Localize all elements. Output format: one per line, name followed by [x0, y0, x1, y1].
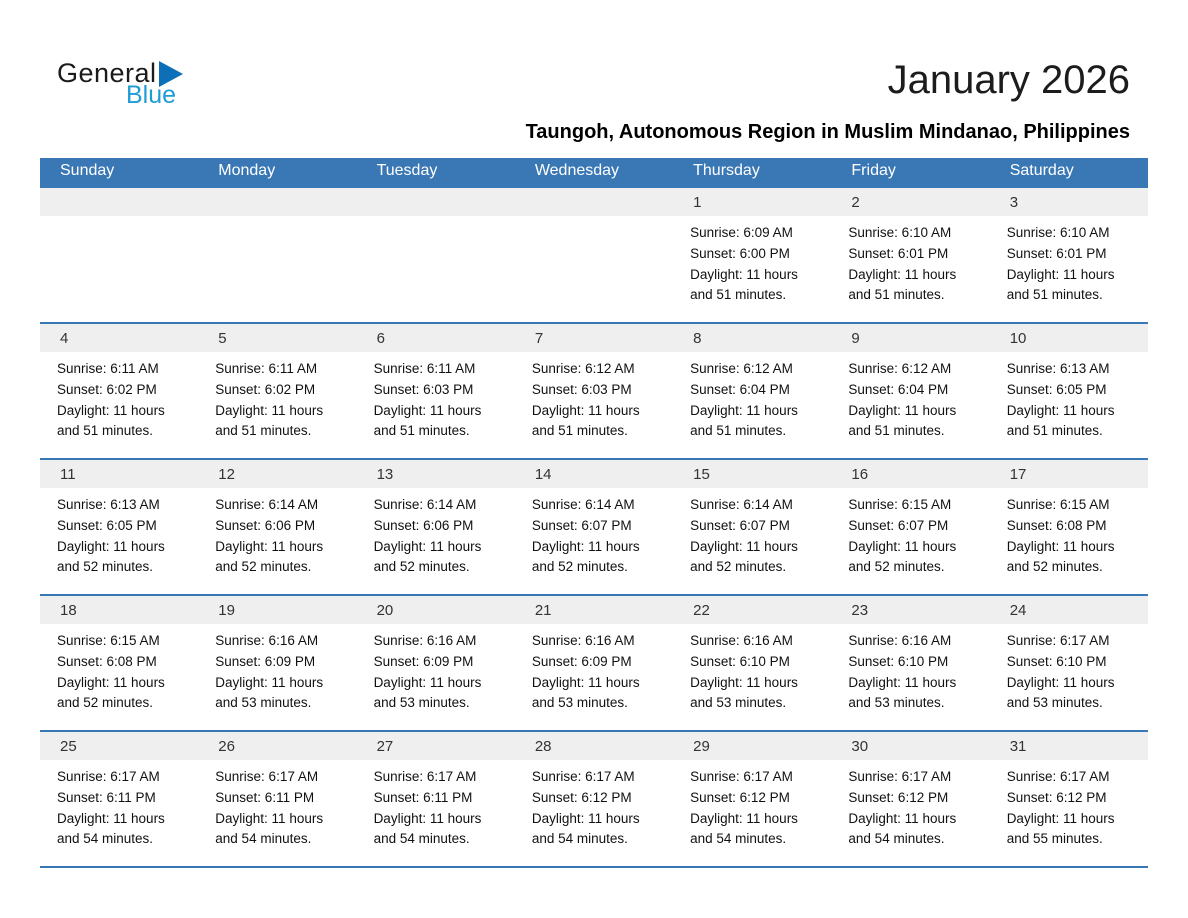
daylight-text: Daylight: 11 hours: [848, 810, 957, 826]
week-row: [40, 323, 1148, 459]
sunset-text: Sunset: 6:12 PM: [690, 789, 790, 805]
day-cell: [990, 459, 1148, 595]
sunset-text: Sunset: 6:00 PM: [690, 245, 790, 261]
sunset-text: Sunset: 6:08 PM: [1006, 517, 1107, 533]
sunset-text: Sunset: 6:03 PM: [531, 381, 632, 397]
day-cell: [990, 595, 1148, 731]
day-number: [198, 188, 356, 216]
sunset-text: Sunset: 6:08 PM: [57, 653, 157, 669]
day-details: [40, 760, 198, 850]
daylight-text: and 52 minutes.: [57, 559, 154, 575]
sunrise-text: Sunrise: 6:16 AM: [690, 633, 793, 648]
daylight-text: and 51 minutes.: [690, 287, 787, 303]
sunrise-text: Sunrise: 6:13 AM: [57, 497, 160, 512]
daylight-text: Daylight: 11 hours: [57, 402, 165, 418]
daylight-text: Daylight: 11 hours: [373, 538, 482, 554]
day-details: [357, 760, 515, 850]
sunrise-text: Sunrise: 6:11 AM: [215, 361, 318, 376]
day-cell: [831, 459, 989, 595]
daylight-text: and 51 minutes.: [848, 287, 945, 303]
day-number: [515, 188, 673, 216]
day-details: [198, 760, 356, 850]
sunset-text: Sunset: 6:11 PM: [215, 789, 315, 805]
sunset-text: Sunset: 6:06 PM: [373, 517, 474, 533]
day-details: [198, 352, 356, 442]
day-cell: [990, 323, 1148, 459]
sunrise-text: Sunrise: 6:12 AM: [690, 361, 793, 376]
daylight-text: Daylight: 11 hours: [690, 674, 798, 690]
day-details: [831, 760, 989, 850]
daylight-text: Daylight: 11 hours: [1006, 538, 1115, 554]
day-details: [515, 624, 673, 714]
day-cell-empty: [357, 187, 515, 323]
daylight-text: and 52 minutes.: [1006, 559, 1103, 575]
daylight-text: Daylight: 11 hours: [848, 266, 957, 282]
daylight-text: Daylight: 11 hours: [373, 402, 482, 418]
day-cell: [990, 187, 1148, 323]
day-details: [673, 352, 831, 442]
day-cell: [40, 459, 198, 595]
day-cell: [515, 323, 673, 459]
daylight-text: Daylight: 11 hours: [57, 674, 165, 690]
sunset-text: Sunset: 6:11 PM: [373, 789, 473, 805]
day-details: [40, 216, 198, 223]
day-number: 1: [673, 188, 831, 216]
sunset-text: Sunset: 6:11 PM: [57, 789, 156, 805]
daylight-text: and 55 minutes.: [1006, 831, 1103, 847]
day-details: [357, 624, 515, 714]
sunrise-text: Sunrise: 6:17 AM: [690, 769, 793, 784]
day-number: 18: [40, 596, 198, 624]
day-details: [831, 216, 989, 306]
sunset-text: Sunset: 6:07 PM: [690, 517, 790, 533]
day-cell: [198, 323, 356, 459]
day-number: 9: [831, 324, 989, 352]
daylight-text: and 52 minutes.: [373, 559, 470, 575]
day-number: 8: [673, 324, 831, 352]
sunset-text: Sunset: 6:06 PM: [215, 517, 316, 533]
sunset-text: Sunset: 6:01 PM: [848, 245, 949, 261]
day-number: 5: [198, 324, 356, 352]
day-details: [990, 624, 1148, 714]
weekday-header-tuesday: Tuesday: [357, 158, 515, 187]
daylight-text: Daylight: 11 hours: [1006, 810, 1115, 826]
day-number: 3: [990, 188, 1148, 216]
day-cell: [40, 595, 198, 731]
day-number: 6: [357, 324, 515, 352]
day-details: [198, 624, 356, 714]
day-cell: [198, 459, 356, 595]
month-title: January 2026: [887, 58, 1130, 102]
week-row: [40, 731, 1148, 867]
calendar-header: [40, 158, 1148, 187]
day-number: 28: [515, 732, 673, 760]
daylight-text: and 51 minutes.: [690, 423, 787, 439]
day-number: 11: [40, 460, 198, 488]
daylight-text: and 51 minutes.: [373, 423, 470, 439]
day-number: [357, 188, 515, 216]
daylight-text: and 53 minutes.: [690, 695, 787, 711]
day-cell: [40, 731, 198, 867]
day-number: 20: [357, 596, 515, 624]
daylight-text: Daylight: 11 hours: [690, 810, 798, 826]
day-cell: [198, 731, 356, 867]
daylight-text: and 51 minutes.: [57, 423, 154, 439]
weekday-header-row: [40, 158, 1148, 187]
day-cell: [990, 731, 1148, 867]
daylight-text: Daylight: 11 hours: [531, 810, 640, 826]
general-blue-logo: [57, 60, 183, 108]
weekday-header-sunday: Sunday: [40, 158, 198, 187]
sunrise-text: Sunrise: 6:16 AM: [848, 633, 952, 648]
daylight-text: and 52 minutes.: [531, 559, 628, 575]
sunset-text: Sunset: 6:10 PM: [690, 653, 790, 669]
day-details: [831, 624, 989, 714]
sunset-text: Sunset: 6:09 PM: [373, 653, 474, 669]
day-cell: [357, 323, 515, 459]
sunrise-text: Sunrise: 6:17 AM: [1006, 769, 1110, 784]
day-cell: [515, 459, 673, 595]
day-details: [198, 488, 356, 578]
sunrise-text: Sunrise: 6:14 AM: [215, 497, 319, 512]
week-row: [40, 459, 1148, 595]
day-details: [40, 488, 198, 578]
day-cell: [198, 595, 356, 731]
day-details: [40, 624, 198, 714]
daylight-text: and 52 minutes.: [690, 559, 787, 575]
sunrise-text: Sunrise: 6:17 AM: [373, 769, 477, 784]
sunset-text: Sunset: 6:10 PM: [1006, 653, 1107, 669]
day-cell: [357, 731, 515, 867]
day-number: 4: [40, 324, 198, 352]
daylight-text: and 52 minutes.: [57, 695, 154, 711]
calendar-body: [40, 187, 1148, 867]
day-details: [990, 352, 1148, 442]
daylight-text: Daylight: 11 hours: [215, 674, 324, 690]
weekday-header-saturday: Saturday: [990, 158, 1148, 187]
daylight-text: and 51 minutes.: [215, 423, 312, 439]
sunrise-text: Sunrise: 6:12 AM: [848, 361, 952, 376]
day-details: [990, 488, 1148, 578]
daylight-text: Daylight: 11 hours: [531, 402, 640, 418]
day-details: [673, 624, 831, 714]
day-number: [40, 188, 198, 216]
sunrise-text: Sunrise: 6:16 AM: [215, 633, 319, 648]
day-number: 24: [990, 596, 1148, 624]
day-number: 13: [357, 460, 515, 488]
daylight-text: and 54 minutes.: [373, 831, 470, 847]
day-details: [990, 216, 1148, 306]
day-cell: [673, 187, 831, 323]
daylight-text: Daylight: 11 hours: [57, 810, 165, 826]
day-details: [990, 760, 1148, 850]
sunset-text: Sunset: 6:12 PM: [1006, 789, 1107, 805]
day-number: 7: [515, 324, 673, 352]
daylight-text: Daylight: 11 hours: [848, 402, 957, 418]
day-details: [515, 216, 673, 223]
day-details: [831, 488, 989, 578]
sunrise-text: Sunrise: 6:15 AM: [1006, 497, 1110, 512]
daylight-text: Daylight: 11 hours: [848, 538, 957, 554]
sunrise-text: Sunrise: 6:14 AM: [690, 497, 793, 512]
sunrise-text: Sunrise: 6:15 AM: [848, 497, 952, 512]
sunrise-text: Sunrise: 6:16 AM: [373, 633, 477, 648]
day-cell: [673, 323, 831, 459]
daylight-text: and 53 minutes.: [531, 695, 628, 711]
daylight-text: and 52 minutes.: [848, 559, 945, 575]
day-details: [515, 760, 673, 850]
day-number: 2: [831, 188, 989, 216]
daylight-text: and 54 minutes.: [531, 831, 628, 847]
day-details: [357, 216, 515, 223]
sunrise-text: Sunrise: 6:11 AM: [57, 361, 159, 376]
day-cell: [673, 731, 831, 867]
sunset-text: Sunset: 6:04 PM: [690, 381, 790, 397]
day-cell: [831, 323, 989, 459]
daylight-text: Daylight: 11 hours: [215, 810, 324, 826]
daylight-text: and 51 minutes.: [848, 423, 945, 439]
day-cell-empty: [515, 187, 673, 323]
sunset-text: Sunset: 6:09 PM: [215, 653, 316, 669]
daylight-text: Daylight: 11 hours: [215, 538, 324, 554]
sunrise-text: Sunrise: 6:16 AM: [531, 633, 635, 648]
sunset-text: Sunset: 6:04 PM: [848, 381, 949, 397]
day-details: [357, 488, 515, 578]
day-number: 22: [673, 596, 831, 624]
location-title: Taungoh, Autonomous Region in Muslim Mindanao, Philippines: [525, 121, 1130, 143]
daylight-text: Daylight: 11 hours: [690, 538, 798, 554]
calendar-table: [40, 158, 1148, 868]
sunrise-text: Sunrise: 6:11 AM: [373, 361, 476, 376]
day-details: [198, 216, 356, 223]
day-details: [515, 352, 673, 442]
day-details: [831, 352, 989, 442]
day-cell: [515, 595, 673, 731]
daylight-text: Daylight: 11 hours: [373, 810, 482, 826]
daylight-text: and 53 minutes.: [215, 695, 312, 711]
day-details: [673, 216, 831, 306]
sunrise-text: Sunrise: 6:13 AM: [1006, 361, 1110, 376]
sunset-text: Sunset: 6:02 PM: [57, 381, 157, 397]
daylight-text: and 53 minutes.: [848, 695, 945, 711]
sunset-text: Sunset: 6:05 PM: [57, 517, 157, 533]
day-number: 21: [515, 596, 673, 624]
day-cell: [515, 731, 673, 867]
sunrise-text: Sunrise: 6:14 AM: [373, 497, 477, 512]
day-number: 30: [831, 732, 989, 760]
sunrise-text: Sunrise: 6:14 AM: [531, 497, 635, 512]
sunset-text: Sunset: 6:07 PM: [848, 517, 949, 533]
daylight-text: Daylight: 11 hours: [1006, 266, 1115, 282]
sunset-text: Sunset: 6:02 PM: [215, 381, 316, 397]
sunset-text: Sunset: 6:03 PM: [373, 381, 474, 397]
day-cell: [831, 595, 989, 731]
daylight-text: and 53 minutes.: [1006, 695, 1103, 711]
daylight-text: Daylight: 11 hours: [215, 402, 324, 418]
sunset-text: Sunset: 6:12 PM: [531, 789, 632, 805]
sunrise-text: Sunrise: 6:17 AM: [531, 769, 635, 784]
daylight-text: and 54 minutes.: [57, 831, 154, 847]
week-row: [40, 187, 1148, 323]
day-details: [515, 488, 673, 578]
sunrise-text: Sunrise: 6:10 AM: [1006, 225, 1110, 240]
daylight-text: and 54 minutes.: [690, 831, 787, 847]
sunset-text: Sunset: 6:05 PM: [1006, 381, 1107, 397]
day-cell: [831, 731, 989, 867]
day-details: [40, 352, 198, 442]
weekday-header-thursday: Thursday: [673, 158, 831, 187]
week-row: [40, 595, 1148, 731]
sunset-text: Sunset: 6:12 PM: [848, 789, 949, 805]
day-number: 16: [831, 460, 989, 488]
sunrise-text: Sunrise: 6:17 AM: [215, 769, 319, 784]
sunrise-text: Sunrise: 6:10 AM: [848, 225, 952, 240]
day-number: 27: [357, 732, 515, 760]
daylight-text: and 52 minutes.: [215, 559, 312, 575]
day-number: 15: [673, 460, 831, 488]
day-number: 23: [831, 596, 989, 624]
day-number: 10: [990, 324, 1148, 352]
sunset-text: Sunset: 6:09 PM: [531, 653, 632, 669]
day-details: [673, 760, 831, 850]
day-number: 19: [198, 596, 356, 624]
daylight-text: Daylight: 11 hours: [373, 674, 482, 690]
day-number: 14: [515, 460, 673, 488]
sunrise-text: Sunrise: 6:17 AM: [848, 769, 952, 784]
sunset-text: Sunset: 6:01 PM: [1006, 245, 1107, 261]
day-details: [357, 352, 515, 442]
day-cell-empty: [40, 187, 198, 323]
sunrise-text: Sunrise: 6:17 AM: [1006, 633, 1110, 648]
day-cell: [40, 323, 198, 459]
daylight-text: Daylight: 11 hours: [1006, 402, 1115, 418]
daylight-text: Daylight: 11 hours: [57, 538, 165, 554]
day-number: 26: [198, 732, 356, 760]
weekday-header-friday: Friday: [831, 158, 989, 187]
daylight-text: and 54 minutes.: [215, 831, 312, 847]
sunrise-text: Sunrise: 6:15 AM: [57, 633, 160, 648]
daylight-text: Daylight: 11 hours: [690, 402, 798, 418]
sunset-text: Sunset: 6:07 PM: [531, 517, 632, 533]
daylight-text: and 54 minutes.: [848, 831, 945, 847]
day-number: 25: [40, 732, 198, 760]
daylight-text: Daylight: 11 hours: [848, 674, 957, 690]
day-cell: [357, 595, 515, 731]
day-number: 17: [990, 460, 1148, 488]
day-number: 29: [673, 732, 831, 760]
daylight-text: Daylight: 11 hours: [531, 674, 640, 690]
day-number: 12: [198, 460, 356, 488]
daylight-text: Daylight: 11 hours: [531, 538, 640, 554]
sunrise-text: Sunrise: 6:12 AM: [531, 361, 635, 376]
day-cell: [831, 187, 989, 323]
sunrise-text: Sunrise: 6:09 AM: [690, 225, 793, 240]
weekday-header-monday: Monday: [198, 158, 356, 187]
day-cell: [673, 459, 831, 595]
daylight-text: and 51 minutes.: [531, 423, 628, 439]
logo-text-general: General: [57, 58, 157, 88]
day-cell: [673, 595, 831, 731]
day-number: 31: [990, 732, 1148, 760]
daylight-text: and 51 minutes.: [1006, 423, 1103, 439]
logo-text-blue: Blue: [126, 81, 177, 109]
daylight-text: and 53 minutes.: [373, 695, 470, 711]
sunrise-text: Sunrise: 6:17 AM: [57, 769, 160, 784]
sunset-text: Sunset: 6:10 PM: [848, 653, 949, 669]
day-cell: [357, 459, 515, 595]
daylight-text: and 51 minutes.: [1006, 287, 1103, 303]
day-details: [673, 488, 831, 578]
daylight-text: Daylight: 11 hours: [690, 266, 798, 282]
weekday-header-wednesday: Wednesday: [515, 158, 673, 187]
day-cell-empty: [198, 187, 356, 323]
daylight-text: Daylight: 11 hours: [1006, 674, 1115, 690]
